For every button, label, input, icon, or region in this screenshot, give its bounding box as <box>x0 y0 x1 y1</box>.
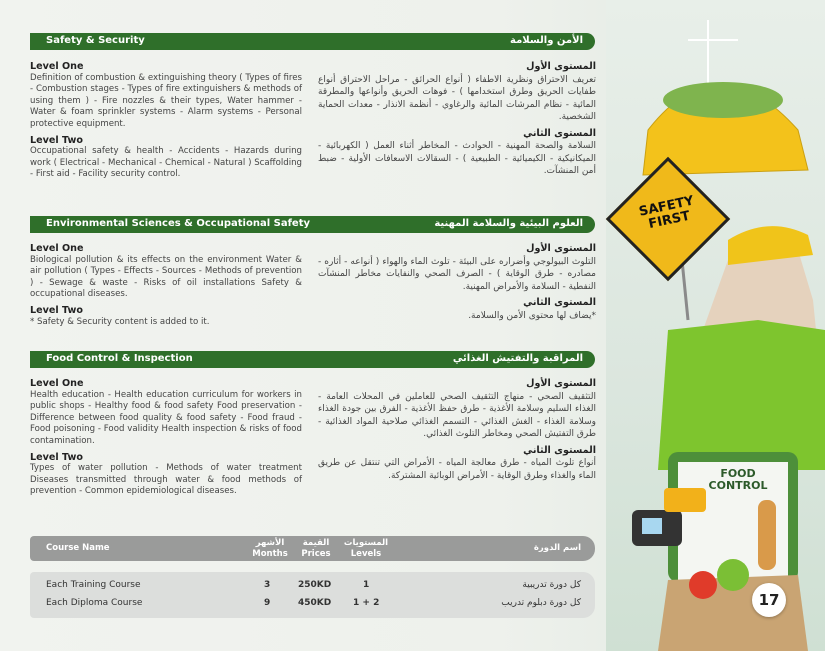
row-name: Each Diploma Course <box>46 598 143 608</box>
row-months: 9 <box>264 598 271 608</box>
section-environment-en <box>30 243 302 328</box>
col-course-name-ar: اسم الدورة <box>533 543 581 553</box>
level-heading: Level Two <box>30 451 83 463</box>
safety-vest-icon <box>658 320 825 470</box>
level-text: السلامة والصحة المهنية - الحوادث - المخاطر أثناء العمل ( الكهربائية - الميكانيكية - الكيميائية - الطبيعية ) - السقالات الاسعافات الأولية - ضبط أمن المنشآت. <box>318 141 596 176</box>
price-table-body <box>30 572 595 618</box>
level-heading: Level One <box>30 243 84 254</box>
col-levels-ar: المستويات <box>343 538 389 548</box>
price-table-header <box>30 536 595 561</box>
section-safety-en <box>30 61 302 181</box>
section-title-en: Environmental Sciences & Occupational Safety <box>46 218 310 229</box>
level-text: أنواع تلوث المياه - طرق معالجة المياه - الأمراض التي تنتقل عن طريق الماء والغذاء وطرق الوقاية - الأمراض الوبائية المشتركة. <box>318 458 596 481</box>
col-prices <box>296 538 336 560</box>
level-heading: المستوى الثاني <box>523 127 596 139</box>
row-name: Each Training Course <box>46 580 141 590</box>
tomato-icon <box>689 571 717 599</box>
section-title-ar: العلوم البيئية والسلامة المهنية <box>434 218 583 229</box>
level-heading: Level One <box>30 378 84 389</box>
level-heading: المستوى الثاني <box>523 444 596 456</box>
level-heading: المستوى الثاني <box>523 297 596 308</box>
section-title-en: Safety & Security <box>46 35 145 46</box>
level-text: *يضاف لها محتوى الأمن والسلامة. <box>468 310 596 321</box>
level-text: Health education - Health education curriculum for workers in public shops - Healthy food & food safety Food preservation - Difference between food quality & food safety - Food fraud - Food poisoning - Food validity Health inspection & risks of food contamination. <box>30 389 302 446</box>
section-safety-ar <box>318 61 596 178</box>
section-bar-food <box>30 351 595 368</box>
cabbage-icon <box>717 559 749 591</box>
col-months <box>252 538 288 560</box>
level-text: Definition of combustion & extinguishing theory ( Types of fires - Combustion stages - Types of fire extinguishers & methods of using them ) - Fire nozzles & their types, Water hammer - Water & foam sprinkler systems - Alarm systems - Personal protective equipment. <box>30 72 302 129</box>
level-heading: Level Two <box>30 134 83 146</box>
thermometer-nozzle <box>664 488 706 512</box>
section-bar-environment <box>30 216 595 233</box>
safety-sign-text: SAFETY FIRST <box>637 193 696 233</box>
bread-icon <box>758 500 776 570</box>
level-text: * Safety & Security content is added to it. <box>30 316 210 327</box>
col-months-ar: الأشهر <box>255 538 285 548</box>
col-levels <box>340 538 392 560</box>
col-prices-ar: القيمة <box>302 538 330 548</box>
row-price: 250KD <box>298 580 332 590</box>
level-text: Biological pollution & its effects on the environment Water & air pollution ( Types - Effects - Sources - Methods of prevention ) - Sewage & waste - Risks of oil installations Safety & occupational diseases. <box>30 254 302 300</box>
col-levels-en: Levels <box>350 549 382 559</box>
city-island <box>663 82 783 118</box>
page-number: 17 <box>752 583 786 617</box>
level-heading: المستوى الأول <box>526 378 596 389</box>
col-prices-en: Prices <box>301 549 331 559</box>
level-heading: المستوى الأول <box>526 243 596 254</box>
level-text: التلوث البيولوجي وأضراره على البيئة - تلوث الماء والهواء ( أنواعه - أثاره - مصادره - طرق الوقاية ) - الصرف الصحي والنفايات مخاطر المنشآت النفطية - السلامة والأمراض المهنية. <box>318 256 596 292</box>
row-months: 3 <box>264 580 271 590</box>
row-levels: 1 <box>363 580 370 590</box>
row-name-ar: كل دورة دبلوم تدريب <box>501 598 581 608</box>
thermometer-screen <box>642 518 662 534</box>
col-course-name: Course Name <box>46 543 110 553</box>
level-text: Types of water pollution - Methods of water treatment Diseases transmitted through water & food methods of prevention - Common epidemiological diseases. <box>30 463 302 497</box>
section-food-en <box>30 378 302 498</box>
row-name-ar: كل دورة تدريبية <box>522 580 581 590</box>
section-title-ar: الأمن والسلامة <box>510 35 583 46</box>
section-title-ar: المراقبة والتفتيش الغذائي <box>452 353 583 364</box>
illustration-art <box>608 0 825 651</box>
row-levels: 1 + 2 <box>353 598 380 608</box>
level-text: تعريف الاحتراق ونظرية الاطفاء ( أنواع الحرائق - مراحل الاحتراق أنواع طفايات الحريق وطرق استخدامها ) - فوهات الحريق وأنواعها والمطرقة المائية - نظام المرشات المائية والرغاوي - أنظمة الانذار - معدات الحماية الشخصية. <box>318 74 596 122</box>
level-text: Occupational safety & health - Accidents - Hazards during work ( Electrical - Mechanical - Chemical - Natural ) Scaffolding - First aid - Facility security control. <box>30 146 302 180</box>
level-heading: المستوى الأول <box>526 61 596 72</box>
section-food-ar <box>318 378 596 482</box>
level-text: التثقيف الصحي - منهاج التثقيف الصحي للعاملين في المحلات العامة - الغذاء السليم وسلامة الأغذية - طرق حفظ الأغذية - الفرق بين جودة الغذاء وسلامة الغذاء - الغش الغذائي - التسمم الغذائي صلاحية المواد الغذائية - طرق التفتيش الصحي ومخاطر التلوث الغذائي. <box>318 391 596 439</box>
col-months-en: Months <box>252 549 288 559</box>
clipboard-title: FOOD CONTROL <box>708 467 768 492</box>
level-heading: Level One <box>30 61 84 72</box>
level-heading: Level Two <box>30 304 83 316</box>
section-title-en: Food Control & Inspection <box>46 353 193 364</box>
section-bar-safety <box>30 33 595 50</box>
row-price: 450KD <box>298 598 332 608</box>
section-environment-ar <box>318 243 596 322</box>
